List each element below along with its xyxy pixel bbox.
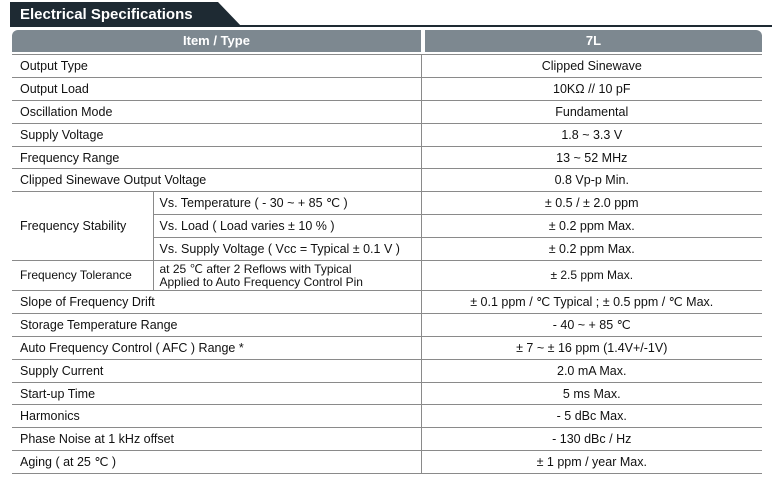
table-row <box>12 291 762 314</box>
spec-value: 10KΩ // 10 pF <box>421 77 762 100</box>
spec-condition <box>153 261 421 291</box>
spec-value: ± 1 ppm / year Max. <box>421 451 762 474</box>
table-row <box>12 100 762 123</box>
spec-value: 13 ~ 52 MHz <box>421 146 762 169</box>
table-row <box>12 77 762 100</box>
spec-value: Fundamental <box>421 100 762 123</box>
page-title: Electrical Specifications <box>20 6 193 23</box>
spec-item-label: Output Load <box>12 77 421 100</box>
table-row <box>12 123 762 146</box>
title-banner <box>10 2 772 27</box>
table-row <box>12 336 762 359</box>
table-row <box>12 146 762 169</box>
table-row <box>12 261 762 291</box>
spec-item-label: Frequency Tolerance <box>12 261 153 291</box>
table-header <box>12 30 762 52</box>
spec-item-label: Phase Noise at 1 kHz offset <box>12 428 421 451</box>
spec-item-label: Harmonics <box>12 405 421 428</box>
table-row <box>12 192 762 215</box>
spec-item-label: Supply Voltage <box>12 123 421 146</box>
spec-item-label: Start-up Time <box>12 382 421 405</box>
table-row <box>12 428 762 451</box>
spec-value: ± 0.2 ppm Max. <box>421 238 762 261</box>
spec-item-label: Supply Current <box>12 359 421 382</box>
spec-item-label: Auto Frequency Control ( AFC ) Range * <box>12 336 421 359</box>
spec-condition-line1: at 25 ℃ after 2 Reflows with Typical <box>159 261 352 276</box>
spec-value: Clipped Sinewave <box>421 55 762 78</box>
table-row <box>12 382 762 405</box>
spec-condition: Vs. Temperature ( - 30 ~ + 85 ℃ ) <box>153 192 421 215</box>
spec-table <box>12 54 762 474</box>
header-item-type: Item / Type <box>12 30 421 52</box>
spec-value: ± 0.5 / ± 2.0 ppm <box>421 192 762 215</box>
spec-item-label: Storage Temperature Range <box>12 313 421 336</box>
spec-item-label: Frequency Stability <box>12 192 153 261</box>
spec-value: - 130 dBc / Hz <box>421 428 762 451</box>
spec-value: 5 ms Max. <box>421 382 762 405</box>
spec-item-label: Frequency Range <box>12 146 421 169</box>
spec-value: ± 7 ~ ± 16 ppm (1.4V+/-1V) <box>421 336 762 359</box>
table-row <box>12 405 762 428</box>
spec-item-label: Oscillation Mode <box>12 100 421 123</box>
table-row <box>12 169 762 192</box>
header-model: 7L <box>425 30 762 52</box>
spec-condition: Vs. Load ( Load varies ± 10 % ) <box>153 215 421 238</box>
spec-item-label: Output Type <box>12 55 421 78</box>
title-underline <box>238 25 772 27</box>
spec-value: 2.0 mA Max. <box>421 359 762 382</box>
spec-value: - 5 dBc Max. <box>421 405 762 428</box>
table-row <box>12 55 762 78</box>
spec-item-label: Aging ( at 25 ℃ ) <box>12 451 421 474</box>
table-row <box>12 313 762 336</box>
spec-value: 1.8 ~ 3.3 V <box>421 123 762 146</box>
spec-condition: Vs. Supply Voltage ( Vcc = Typical ± 0.1 V ) <box>153 238 421 261</box>
spec-value: - 40 ~ + 85 ℃ <box>421 313 762 336</box>
table-row <box>12 359 762 382</box>
table-row <box>12 451 762 474</box>
spec-value: ± 2.5 ppm Max. <box>421 261 762 291</box>
spec-item-label: Slope of Frequency Drift <box>12 291 421 314</box>
spec-condition-line2: Applied to Auto Frequency Control Pin <box>159 274 363 289</box>
spec-value: ± 0.1 ppm / ℃ Typical ; ± 0.5 ppm / ℃ Max. <box>421 291 762 314</box>
spec-value: 0.8 Vp-p Min. <box>421 169 762 192</box>
spec-item-label: Clipped Sinewave Output Voltage <box>12 169 421 192</box>
spec-value: ± 0.2 ppm Max. <box>421 215 762 238</box>
